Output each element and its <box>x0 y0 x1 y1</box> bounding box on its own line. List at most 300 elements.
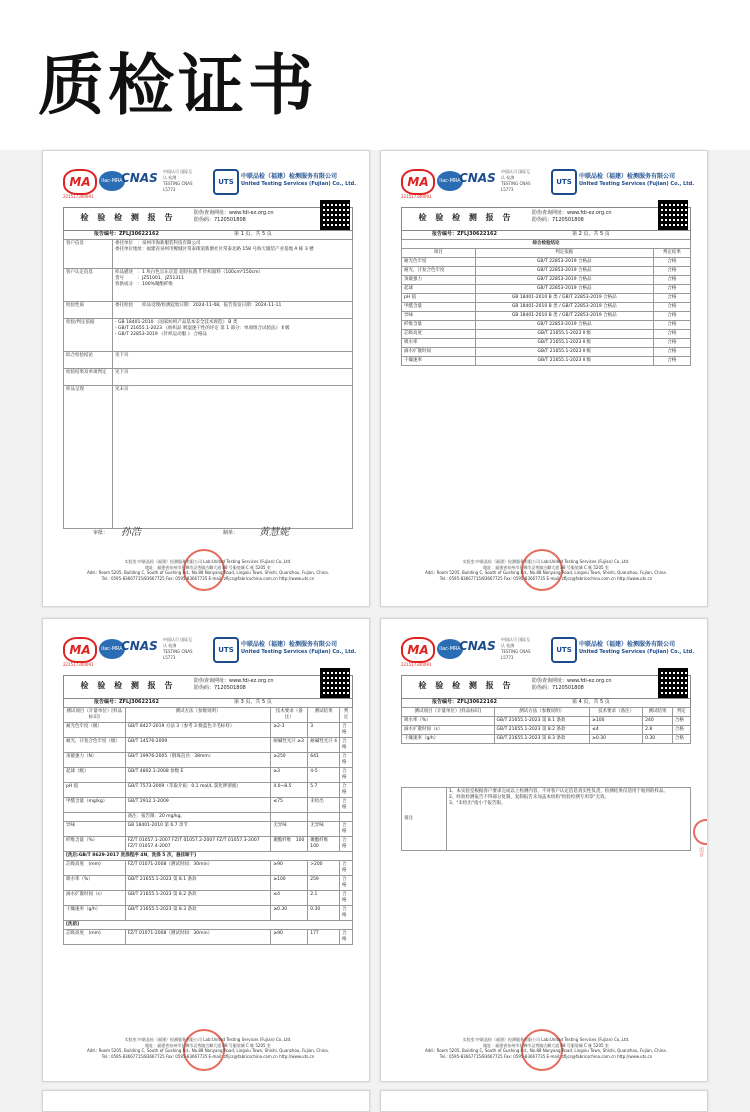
item-cell: 芯吸高度 (mm) <box>64 861 126 876</box>
basis-cell: GB/T 22853-2019 合格品 <box>475 276 653 285</box>
report-number: 报告编号：ZFLJ30622162 <box>94 231 159 237</box>
requirement-cell: 聚酯纤维 100 <box>271 837 308 852</box>
result-cell: 合格 <box>653 348 690 357</box>
requirement-cell: ≤75 <box>271 798 308 813</box>
table-row <box>402 348 691 357</box>
footer-lab: 实验室:中联品检（福建）检测服务有限公司 Lab:United Testing Services (Fujian) Co.,Ltd. <box>124 1037 292 1042</box>
result-cell: 2.8 <box>643 726 673 735</box>
row-label: 样品呈现 <box>64 386 113 529</box>
remarks-table <box>401 787 691 851</box>
report-page-5-edge <box>42 1090 370 1112</box>
item-cell: 芯吸高度 (mm) <box>64 930 126 945</box>
table-row <box>64 723 353 738</box>
report-header <box>63 675 353 699</box>
requirement-cell: ≥0.30 <box>271 906 308 921</box>
column-header: 项目 <box>402 249 476 258</box>
result-cell: 0.30 <box>308 906 340 921</box>
logo-bar <box>63 635 357 673</box>
query-url: 防伪查询网址：www.fdi-ez.org.cn <box>532 210 612 216</box>
judgement-cell: 合格 <box>340 891 353 906</box>
anti-fake-query <box>194 678 274 692</box>
footer-address-cn: 地址：福建省泉州市石狮市灵秀镇古卿大道 88 号服装城 C 栋 5205 室 <box>483 564 609 570</box>
remark-label: 备注 <box>402 788 447 851</box>
row-label: 客户认定信息 <box>64 269 113 302</box>
judgement-cell: 合格 <box>340 822 353 837</box>
ilac-logo: ilac-MRA <box>437 639 463 659</box>
method-cell: GB/T 14576-2009 <box>125 738 271 753</box>
item-cell: 干燥速率（g/h） <box>64 906 126 921</box>
footer <box>401 1037 691 1059</box>
anti-fake-query <box>194 210 274 224</box>
report-title: 检 验 检 测 报 告 <box>418 681 514 690</box>
item-cell: 干燥速率（g/h） <box>402 735 495 744</box>
method-cell: GB/T 21655.1-2023 第 8.3 条款 <box>125 906 271 921</box>
requirement-cell: ≥90 <box>271 930 308 945</box>
column-header: 判定依据 <box>475 249 653 258</box>
judgement-cell: 合格 <box>340 768 353 783</box>
report-number: 报告编号：ZFLJ30622162 <box>432 231 497 237</box>
table-row <box>64 930 353 945</box>
judgement-cell: 合格 <box>340 837 353 852</box>
row-label: 检验性质 <box>64 302 113 319</box>
item-cell: 纤维含量 <box>402 321 476 330</box>
item-cell: 滴水扩散时间（s） <box>64 891 126 906</box>
column-header: 测试方法（参数说明） <box>494 708 590 717</box>
requirement-cell: ≤4 <box>271 891 308 906</box>
info-row <box>64 319 353 352</box>
column-header: 技术要求（备注） <box>271 708 308 723</box>
header-row <box>64 708 353 723</box>
item-cell: 吸水率（%） <box>64 876 126 891</box>
result-cell: 合格 <box>653 303 690 312</box>
table-row <box>64 837 353 852</box>
method-cell: 备注：报告限：20 mg/kg。 <box>125 813 271 822</box>
uts-logo: UTS <box>551 169 577 195</box>
report-page-6-edge <box>380 1090 708 1112</box>
result-cell: 合格 <box>653 312 690 321</box>
row-line: 见下页 <box>115 353 129 358</box>
table-row <box>402 735 691 744</box>
company-name-en: United Testing Services (Fujian) Co., Ltd. <box>241 181 357 187</box>
query-code: 防伪码：7120501808 <box>532 685 584 691</box>
requirement-cell <box>271 813 308 822</box>
result-cell: 合格 <box>653 330 690 339</box>
report-number: 报告编号：ZFLJ30622162 <box>94 699 159 705</box>
row-line: 见下页 <box>115 370 129 375</box>
ilac-logo: ilac-MRA <box>99 639 125 659</box>
result-cell <box>308 813 340 822</box>
company-name-en: United Testing Services (Fujian) Co., Ltd. <box>241 649 357 655</box>
company-name-cn: 中联品检（福建）检测服务有限公司 <box>241 641 338 648</box>
remark-content <box>447 788 691 851</box>
result-cell: 177 <box>308 930 340 945</box>
footer-contact: Tel.: 0595-83667715/83667725 Fax: 0595-83667735 E-mail: zfljcs@fabricschina.com.cn http://www.uts.cn <box>101 1053 315 1059</box>
result-cell: 未检出 <box>308 798 340 813</box>
method-cell: FZ/T 01071-2008（测试时间：30min） <box>125 930 271 945</box>
cnas-logo: CNAS <box>459 171 496 185</box>
result-cell: 2.1 <box>308 891 340 906</box>
anti-fake-query <box>532 210 612 224</box>
requirement-cell: 无异味 <box>271 822 308 837</box>
header-row <box>402 708 691 717</box>
report-page-1 <box>42 150 370 607</box>
item-cell: 耐光、汗复合色牢度（级） <box>64 738 126 753</box>
row-value <box>113 269 353 302</box>
judgement-cell: 合格 <box>672 726 690 735</box>
column-header: 技术要求（备注） <box>590 708 643 717</box>
result-cell: 240 <box>643 717 673 726</box>
method-cell: GB/T 2912.1-2009 <box>125 798 271 813</box>
footer-address-cn: 地址：福建省泉州市石狮市灵秀镇古卿大道 88 号服装城 C 栋 5205 室 <box>145 1042 271 1048</box>
table-row <box>64 813 353 822</box>
requirement-cell: ≤4 <box>590 726 643 735</box>
judgement-cell: 合格 <box>340 783 353 798</box>
row-value <box>113 240 353 269</box>
uts-logo: UTS <box>213 637 239 663</box>
column-header: 判定结果 <box>653 249 690 258</box>
row-line: - GB/T 21655.1-2023 《纺织品 吸湿速干性的评定 第 1 部分：单项组合试验法》 Ⅱ 级 <box>115 326 290 331</box>
footer-lab: 实验室:中联品检（福建）检测服务有限公司 Lab:United Testing Services (Fujian) Co.,Ltd. <box>462 559 630 564</box>
table-row <box>402 312 691 321</box>
judgement-cell <box>340 813 353 822</box>
basis-cell: GB/T 22853-2019 合格品 <box>475 321 653 330</box>
judgement-cell: 合格 <box>340 930 353 945</box>
requirement-cell: ≥100 <box>271 876 308 891</box>
uts-logo: UTS <box>551 637 577 663</box>
footer-address-en: Add.: Room 5205, Building C, South of Gushing Rd., No.88 Nanyang Road, Lingxiu Town, Shishi, Quanzhou, Fujian, China. <box>86 1048 330 1053</box>
footer-lab: 实验室:中联品检（福建）检测服务有限公司 Lab:United Testing Services (Fujian) Co.,Ltd. <box>462 1037 630 1042</box>
basis-cell: GB 18401-2010 B 类 / GB/T 22853-2019 合格品 <box>475 312 653 321</box>
footer <box>401 559 691 581</box>
footer-address-en: Add.: Room 5205, Building C, South of Gushing Rd., No.88 Nanyang Road, Lingxiu Town, Shishi, Quanzhou, Fujian, China. <box>86 570 330 575</box>
info-row <box>64 302 353 319</box>
basis-cell: GB/T 22853-2019 合格品 <box>475 258 653 267</box>
table-row <box>402 726 691 735</box>
method-cell: GB/T 4802.1-2008 参数 E <box>125 768 271 783</box>
table-row <box>64 753 353 768</box>
row-line: 委托检验 样品受理/检测起始日期：2024-11-08，报告签发日期：2024-11-11 <box>115 303 282 308</box>
cnas-subtitle: 中国认可 国际互认 检测 TESTING CNAS L5773 <box>501 169 531 192</box>
result-cell: 合格 <box>653 285 690 294</box>
section-title: [洗前] <box>64 921 353 930</box>
maker-label: 制单： <box>223 530 239 536</box>
ma-number: 221517340091 <box>401 662 432 667</box>
page-number: 第 1 页，共 5 页 <box>234 231 272 237</box>
requirement-cell: ≥3 <box>271 768 308 783</box>
result-cell: 合格 <box>653 276 690 285</box>
table-row <box>64 876 353 891</box>
basis-cell: GB 18401-2010 B 类 / GB/T 22853-2019 合格品 <box>475 294 653 303</box>
results-table-continued <box>401 707 691 744</box>
report-title: 检 验 检 测 报 告 <box>418 213 514 222</box>
row-value <box>113 369 353 386</box>
requirement-cell: 耐碱性光汗 ≥3 <box>271 738 308 753</box>
item-cell: 异味 <box>402 312 476 321</box>
column-header: 测试项目（计量单位）[样品标识] <box>64 708 126 723</box>
item-cell: 耐光色牢度（级） <box>64 723 126 738</box>
company-name-en: United Testing Services (Fujian) Co., Ltd. <box>579 649 695 655</box>
judgement-cell: 合格 <box>340 861 353 876</box>
method-cell: GB/T 21655.1-2023 第 8.2 条款 <box>494 726 590 735</box>
row-value <box>113 302 353 319</box>
remark-2: 2、经验检测报告不得部分复制，复制报告未加盖本机构"检验检测专用章"无效。 <box>449 795 609 800</box>
report-header <box>401 207 691 231</box>
row-line: 委托单位地址：福建省泉州市鲤城区常泰街道新塘社区常泰北路 158 号海天服装产业基地 A 栋 3 楼 <box>115 247 314 252</box>
cnas-subtitle: 中国认可 国际互认 检测 TESTING CNAS L5773 <box>163 637 193 660</box>
report-page-2 <box>380 150 708 607</box>
requirement-cell: ≥100 <box>590 717 643 726</box>
table-row <box>64 783 353 798</box>
side-stamp-text: 用章 <box>698 847 704 857</box>
row-line: 货号 ：JZ51001、JZ51311 <box>115 276 184 281</box>
item-cell: 甲醛含量（mg/kg） <box>64 798 126 813</box>
ma-number: 221517340091 <box>63 662 94 667</box>
ma-logo: MA <box>401 637 435 663</box>
row-value <box>113 352 353 369</box>
company-name-en: United Testing Services (Fujian) Co., Ltd. <box>579 181 695 187</box>
query-url: 防伪查询网址：www.fdi-ez.org.cn <box>194 210 274 216</box>
item-cell: 干燥速率 <box>402 357 476 366</box>
row-line: 样品描述 ：1 块白色宗东京造 超轻抗菌 T 针织面料（100cm*150cm） <box>115 270 263 275</box>
item-cell: 耐光、汗复合色牢度 <box>402 267 476 276</box>
judgement-cell: 合格 <box>340 798 353 813</box>
footer <box>63 1037 353 1059</box>
basis-cell: GB/T 22853-2019 合格品 <box>475 285 653 294</box>
column-header: 判定 <box>672 708 690 717</box>
info-row <box>64 386 353 529</box>
ma-logo: MA <box>401 169 435 195</box>
table-row <box>64 906 353 921</box>
footer-contact: Tel.: 0595-83667715/83667725 Fax: 0595-83667735 E-mail: zfljcs@fabricschina.com.cn http://www.uts.cn <box>439 575 653 581</box>
item-cell: 顶破强力 <box>402 276 476 285</box>
ma-number: 221517340091 <box>401 194 432 199</box>
judgement-cell: 合格 <box>340 876 353 891</box>
result-cell: >200 <box>308 861 340 876</box>
cnas-subtitle: 中国认可 国际互认 检测 TESTING CNAS L5773 <box>163 169 193 192</box>
table-row <box>402 339 691 348</box>
basis-cell: GB 18401-2010 B 类 / GB/T 22853-2019 合格品 <box>475 303 653 312</box>
result-cell: 0.30 <box>643 735 673 744</box>
method-cell: GB 18401-2010 第 6.7 章节 <box>125 822 271 837</box>
row-label: 客户信息 <box>64 240 113 269</box>
table-row <box>64 768 353 783</box>
ma-logo: MA <box>63 169 97 195</box>
conclusion-table <box>401 239 691 366</box>
table-row <box>402 285 691 294</box>
section-row <box>64 852 353 861</box>
header-row <box>402 249 691 258</box>
section-title: [洗后:GB/T 8629-2017 洗涤程序 4N，洗涤 5 次，悬挂晾干] <box>64 852 353 861</box>
method-cell: GB/T 21655.1-2023 第 8.1 条款 <box>494 717 590 726</box>
cnas-subtitle: 中国认可 国际互认 检测 TESTING CNAS L5773 <box>501 637 531 660</box>
row-line: 客供成分 ：100%聚酯纤维 <box>115 282 173 287</box>
basis-cell: GB/T 21655.1-2023 Ⅱ 级 <box>475 357 653 366</box>
result-cell: 无异味 <box>308 822 340 837</box>
result-cell: 合格 <box>653 294 690 303</box>
info-row <box>64 369 353 386</box>
info-row <box>64 352 353 369</box>
remark-1: 1、本实验室根据客户要求完成以上检测内容，不对客户认定信息真实性负责，检测结果仅适用于收到的样品。 <box>449 789 668 794</box>
report-page-3 <box>42 618 370 1082</box>
method-cell: GB/T 7573-2009（萃取介质：0.1 mol/L 氯化钾溶液） <box>125 783 271 798</box>
basis-cell: GB/T 21655.1-2023 Ⅱ 级 <box>475 348 653 357</box>
item-cell: pH 值 <box>64 783 126 798</box>
footer-lab: 实验室:中联品检（福建）检测服务有限公司 Lab:United Testing Services (Fujian) Co.,Ltd. <box>124 559 292 564</box>
method-cell: GB/T 21655.1-2023 第 8.1 条款 <box>125 876 271 891</box>
footer <box>63 559 353 581</box>
section-row <box>402 240 691 249</box>
results-table <box>63 707 353 945</box>
row-line: - GB/T 22853-2019 《针织运动服 》 合格品 <box>115 332 208 337</box>
column-header: 判定 <box>340 708 353 723</box>
query-code: 防伪码：7120501808 <box>532 217 584 223</box>
method-cell: GB/T 21655.1-2023 第 8.2 条款 <box>125 891 271 906</box>
section-title: 综合检验结论 <box>402 240 691 249</box>
method-cell: GB/T 21655.1-2023 第 8.3 条款 <box>494 735 590 744</box>
ma-logo: MA <box>63 637 97 663</box>
result-cell: 合格 <box>653 357 690 366</box>
review-signature: 孙浩 <box>121 527 141 538</box>
footer-address-en: Add.: Room 5205, Building C, South of Gushing Rd., No.88 Nanyang Road, Lingxiu Town, Shishi, Quanzhou, Fujian, China. <box>424 570 668 575</box>
cnas-logo: CNAS <box>459 639 496 653</box>
item-cell: 顶破强力（N） <box>64 753 126 768</box>
row-label: 检验结果及单项判定 <box>64 369 113 386</box>
requirement-cell: ≥90 <box>271 861 308 876</box>
table-row <box>402 321 691 330</box>
method-cell: GB/T 19976-2005（钢珠直径：38mm） <box>125 753 271 768</box>
table-row <box>402 717 691 726</box>
result-cell: 合格 <box>653 339 690 348</box>
report-title: 检 验 检 测 报 告 <box>80 681 176 690</box>
basis-cell: GB/T 21655.1-2023 Ⅱ 级 <box>475 339 653 348</box>
table-row <box>402 330 691 339</box>
ilac-logo: ilac-MRA <box>437 171 463 191</box>
row-value <box>113 386 353 529</box>
page-title: 质检证书 <box>38 47 318 124</box>
company-name-cn: 中联品检（福建）检测服务有限公司 <box>579 641 676 648</box>
report-title: 检 验 检 测 报 告 <box>80 213 176 222</box>
judgement-cell: 合格 <box>340 738 353 753</box>
report-header <box>63 207 353 231</box>
item-cell: 芯吸高度 <box>402 330 476 339</box>
judgement-cell: 合格 <box>672 735 690 744</box>
result-cell: 641 <box>308 753 340 768</box>
footer-address-en: Add.: Room 5205, Building C, South of Gushing Rd., No.88 Nanyang Road, Lingxiu Town, Shishi, Quanzhou, Fujian, China. <box>424 1048 668 1053</box>
info-table <box>63 239 353 529</box>
ma-number: 221517340091 <box>63 194 94 199</box>
row-line: - GB 18401-2010 《国家纺织产品基本安全技术规范》 B 类 <box>115 320 238 325</box>
qr-code-icon <box>658 200 688 230</box>
table-row <box>402 276 691 285</box>
item-cell <box>64 813 126 822</box>
result-cell: 5.7 <box>308 783 340 798</box>
item-cell: 滴水扩散时间 <box>402 348 476 357</box>
requirement-cell: ≥0.30 <box>590 735 643 744</box>
judgement-cell: 合格 <box>340 723 353 738</box>
item-cell: 异味 <box>64 822 126 837</box>
result-cell: 259 <box>308 876 340 891</box>
basis-cell: GB/T 21655.1-2023 Ⅱ 级 <box>475 330 653 339</box>
logo-bar <box>63 167 357 205</box>
requirement-cell: ≥2-3 <box>271 723 308 738</box>
table-row <box>64 738 353 753</box>
judgement-cell: 合格 <box>672 717 690 726</box>
qr-code-icon <box>658 668 688 698</box>
table-row <box>64 822 353 837</box>
footer-address-cn: 地址：福建省泉州市石狮市灵秀镇古卿大道 88 号服装城 C 栋 5205 室 <box>145 564 271 570</box>
query-code: 防伪码：7120501808 <box>194 685 246 691</box>
row-label: 检验/判定依据 <box>64 319 113 352</box>
qr-code-icon <box>320 668 350 698</box>
footer-address-cn: 地址：福建省泉州市石狮市灵秀镇古卿大道 88 号服装城 C 栋 5205 室 <box>483 1042 609 1048</box>
page-number: 第 4 页，共 5 页 <box>572 699 610 705</box>
table-row <box>402 303 691 312</box>
ilac-logo: ilac-MRA <box>99 171 125 191</box>
logo-bar <box>401 167 695 205</box>
result-cell: 合格 <box>653 258 690 267</box>
company-name-cn: 中联品检（福建）检测服务有限公司 <box>241 173 338 180</box>
item-cell: 起球（级） <box>64 768 126 783</box>
table-row <box>64 798 353 813</box>
result-cell: 耐碱性光汗 4 <box>308 738 340 753</box>
header-banner <box>0 0 750 150</box>
cnas-logo: CNAS <box>121 639 158 653</box>
review-label: 审批： <box>93 530 109 536</box>
cnas-logo: CNAS <box>121 171 158 185</box>
result-cell: 合格 <box>653 267 690 276</box>
item-cell: pH 值 <box>402 294 476 303</box>
method-cell: FZ/T 01071-2008（测试时间：30min） <box>125 861 271 876</box>
row-value <box>113 319 353 352</box>
judgement-cell: 合格 <box>340 753 353 768</box>
company-name-cn: 中联品检（福建）检测服务有限公司 <box>579 173 676 180</box>
result-cell: 聚酯纤维 100 <box>308 837 340 852</box>
column-header: 测试方法（参数说明） <box>125 708 271 723</box>
table-row <box>402 357 691 366</box>
info-row <box>64 240 353 269</box>
item-cell: 耐光色牢度 <box>402 258 476 267</box>
query-url: 防伪查询网址：www.fdi-ez.org.cn <box>194 678 274 684</box>
uts-logo: UTS <box>213 169 239 195</box>
maker-signature: 黄慧妮 <box>259 527 289 538</box>
item-cell: 起球 <box>402 285 476 294</box>
method-cell: GB/T 8427-2019 方法 3（参考 3 级蓝色羊毛标样） <box>125 723 271 738</box>
item-cell: 甲醛含量 <box>402 303 476 312</box>
method-cell: FZ/T 01057.1-2007 FZ/T 01057.2-2007 FZ/T 01057.3-2007 FZ/T 01057.4-2007 <box>125 837 271 852</box>
footer-contact: Tel.: 0595-83667715/83667725 Fax: 0595-83667735 E-mail: zfljcs@fabricschina.com.cn http://www.uts.cn <box>101 575 315 581</box>
judgement-cell: 合格 <box>340 906 353 921</box>
table-row <box>64 891 353 906</box>
table-row <box>402 258 691 267</box>
info-row <box>64 269 353 302</box>
page-number: 第 3 页，共 5 页 <box>234 699 272 705</box>
basis-cell: GB/T 22853-2019 合格品 <box>475 267 653 276</box>
column-header: 测试结果 <box>308 708 340 723</box>
row-label: 综合检验结论 <box>64 352 113 369</box>
result-cell: 合格 <box>653 321 690 330</box>
result-cell: 4-5 <box>308 768 340 783</box>
requirement-cell: 4.0~8.5 <box>271 783 308 798</box>
side-stamp <box>693 819 708 845</box>
row-line: 委托单位 ：泉州市海新服装科技有限公司 <box>115 241 201 246</box>
query-code: 防伪码：7120501808 <box>194 217 246 223</box>
item-cell: 纤维含量（%） <box>64 837 126 852</box>
qr-code-icon <box>320 200 350 230</box>
query-url: 防伪查询网址：www.fdi-ez.org.cn <box>532 678 612 684</box>
report-page-4 <box>380 618 708 1082</box>
report-number: 报告编号：ZFLJ30622162 <box>432 699 497 705</box>
requirement-cell: ≥250 <box>271 753 308 768</box>
